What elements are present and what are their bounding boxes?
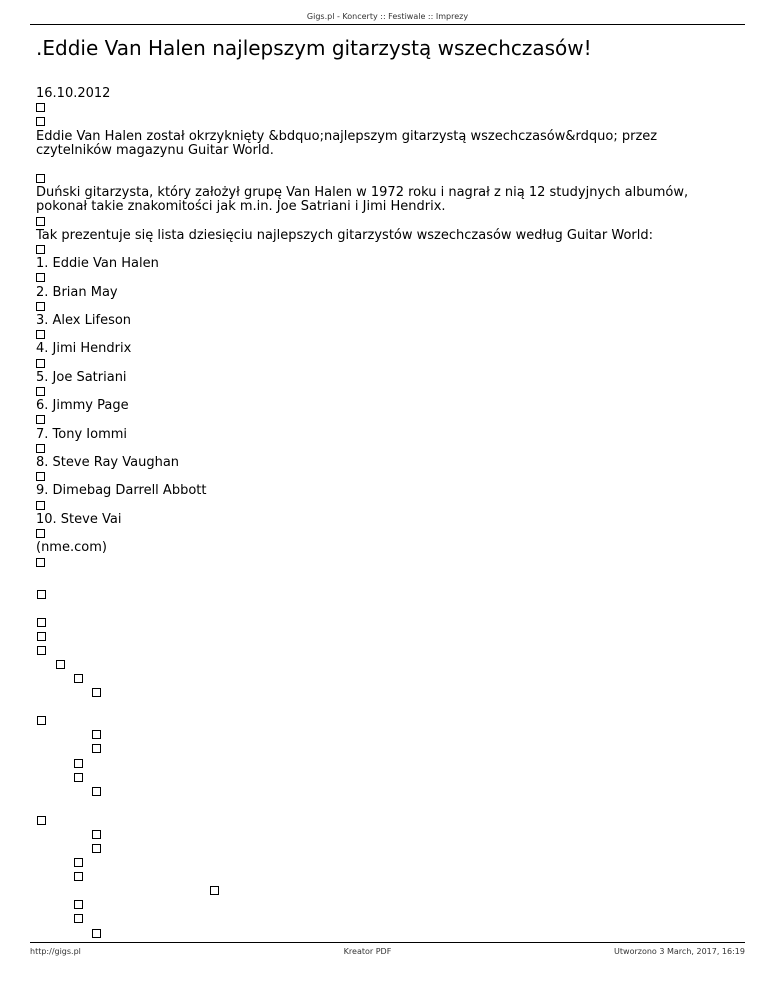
list-item: 10. Steve Vai — [36, 511, 122, 527]
article-paragraph: Duński gitarzysta, który założył grupę Van Halen w 1972 roku i nagrał z nią 12 studyjnych albumów, pokonał takie znakomitości jak m.in. Joe Satriani i Jimi Hendrix. — [36, 185, 689, 215]
missing-glyph-box — [92, 830, 101, 839]
missing-glyph-box — [36, 501, 45, 510]
missing-glyph-box — [37, 618, 46, 627]
missing-glyph-box — [210, 886, 219, 895]
list-item: 7. Tony Iommi — [36, 426, 128, 442]
article-body — [36, 87, 736, 570]
missing-glyph-box — [74, 872, 83, 881]
article-title: .Eddie Van Halen najlepszym gitarzystą wszechczasów! — [36, 36, 592, 60]
list-intro: Tak prezentuje się lista dziesięciu najlepszych gitarzystów wszechczasów według Guitar World: — [36, 227, 653, 243]
footer-url: http://gigs.pl — [30, 947, 81, 956]
list-item: 3. Alex Lifeson — [36, 313, 132, 329]
missing-glyph-box — [36, 359, 45, 368]
missing-glyph-box — [92, 929, 101, 938]
page-header: Gigs.pl - Koncerty :: Festiwale :: Imprezy — [30, 12, 745, 25]
article-date: 16.10.2012 — [36, 86, 111, 101]
missing-glyph-box — [92, 744, 101, 753]
missing-glyph-box — [36, 330, 45, 339]
missing-glyph-box — [36, 472, 45, 481]
missing-glyph-box — [37, 816, 46, 825]
page-footer — [30, 942, 745, 956]
missing-glyph-box — [74, 759, 83, 768]
missing-glyph-box — [37, 716, 46, 725]
missing-glyph-box — [36, 245, 45, 254]
missing-glyph-box — [36, 174, 45, 183]
missing-glyph-box — [36, 302, 45, 311]
missing-glyph-box — [36, 529, 45, 538]
missing-glyph-box — [92, 730, 101, 739]
missing-glyph-box — [36, 217, 45, 226]
missing-glyph-box — [92, 787, 101, 796]
missing-glyph-box — [36, 103, 45, 112]
list-item: 6. Jimmy Page — [36, 398, 129, 414]
missing-glyph-box — [36, 387, 45, 396]
missing-glyph-box — [37, 590, 46, 599]
missing-glyph-box — [37, 646, 46, 655]
list-item: 4. Jimi Hendrix — [36, 341, 132, 357]
missing-glyph-box — [92, 844, 101, 853]
list-item: 9. Dimebag Darrell Abbott — [36, 483, 207, 499]
list-item: 5. Joe Satriani — [36, 369, 127, 385]
missing-glyph-box — [74, 773, 83, 782]
missing-glyph-box — [74, 900, 83, 909]
article-source: (nme.com) — [36, 540, 107, 556]
missing-glyph-box — [36, 117, 45, 126]
missing-glyph-box — [74, 858, 83, 867]
list-item: 8. Steve Ray Vaughan — [36, 455, 180, 471]
list-item: 2. Brian May — [36, 284, 118, 300]
missing-glyph-box — [36, 273, 45, 282]
missing-glyph-box — [36, 558, 45, 567]
missing-glyph-box — [36, 415, 45, 424]
footer-created: Utworzono 3 March, 2017, 16:19 — [614, 947, 745, 956]
missing-glyph-box — [92, 688, 101, 697]
missing-glyph-box — [74, 914, 83, 923]
missing-glyph-box — [74, 674, 83, 683]
footer-creator: Kreator PDF — [343, 947, 392, 956]
missing-glyph-box — [56, 660, 65, 669]
missing-glyph-box — [36, 444, 45, 453]
missing-glyph-box — [37, 632, 46, 641]
article-intro: Eddie Van Halen został okrzyknięty &bdquo;najlepszym gitarzystą wszechczasów&rdquo; przez czytelników magazynu Guitar World. — [36, 128, 658, 158]
list-item: 1. Eddie Van Halen — [36, 256, 159, 272]
